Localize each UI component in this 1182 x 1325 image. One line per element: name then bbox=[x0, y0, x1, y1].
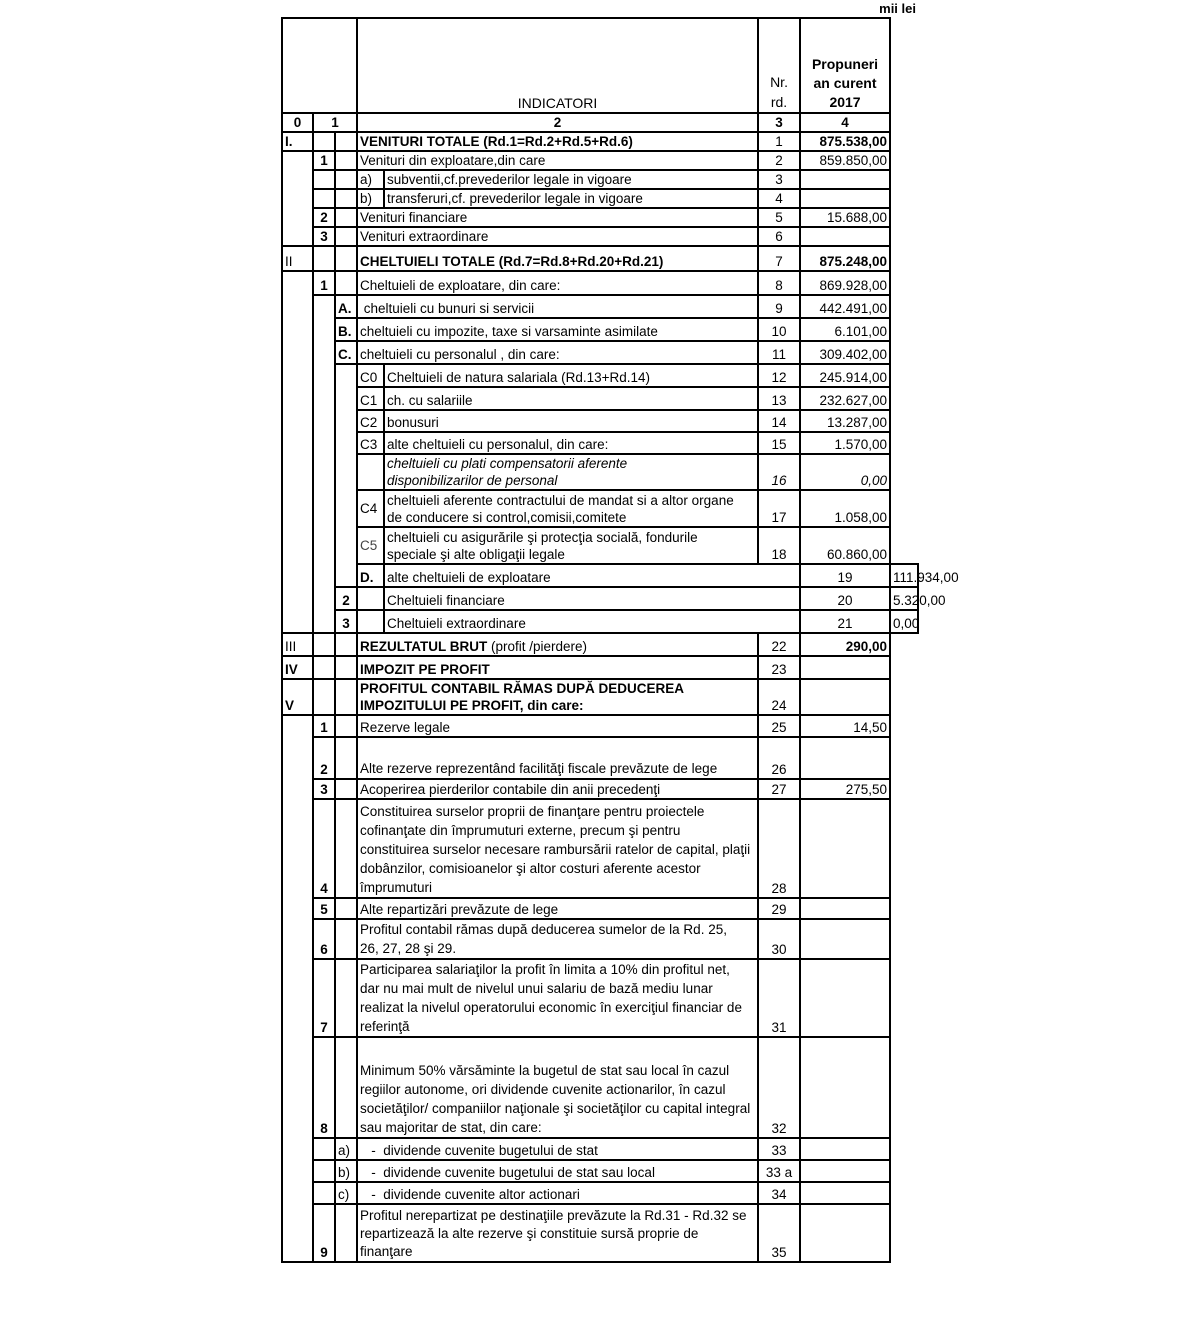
row-number: 33 bbox=[758, 1138, 800, 1160]
row-number: 3 bbox=[758, 170, 800, 189]
row-number: 23 bbox=[758, 656, 800, 679]
section-label: I. bbox=[282, 132, 313, 151]
row-number: 17 bbox=[758, 490, 800, 527]
row-value: 14,50 bbox=[800, 715, 890, 737]
indicator-text: cheltuieli cu impozite, taxe si varsaminte asimilate bbox=[357, 318, 758, 341]
code-label bbox=[357, 454, 384, 490]
table-row bbox=[282, 1182, 918, 1204]
letter-label: A. bbox=[335, 295, 357, 318]
row-number: 35 bbox=[758, 1204, 800, 1262]
row-value: 111.934,00 bbox=[890, 564, 918, 587]
table-row bbox=[282, 387, 918, 410]
row-number: 14 bbox=[758, 410, 800, 432]
table-row bbox=[282, 208, 918, 227]
table-row bbox=[282, 151, 918, 170]
indicator-text: alte cheltuieli de exploatare bbox=[384, 564, 800, 587]
row-number: 19 bbox=[800, 564, 890, 587]
table-row bbox=[282, 610, 918, 633]
indicator-text: CHELTUIELI TOTALE (Rd.7=Rd.8+Rd.20+Rd.21) bbox=[357, 246, 758, 271]
table-row bbox=[282, 490, 918, 527]
indicator-text: Acoperirea pierderilor contabile din anii precedenţi bbox=[357, 779, 758, 799]
sub-label: 2 bbox=[313, 208, 335, 227]
row-number: 18 bbox=[758, 527, 800, 564]
row-number: 1 bbox=[758, 132, 800, 151]
row-number: 11 bbox=[758, 341, 800, 364]
row-value bbox=[800, 898, 890, 919]
column-number: 1 bbox=[313, 113, 357, 132]
table-row bbox=[282, 227, 918, 246]
code-label: C3 bbox=[357, 432, 384, 454]
code-label: C4 bbox=[357, 490, 384, 527]
column-number: 4 bbox=[800, 113, 890, 132]
indicator-text: Minimum 50% vărsăminte la bugetul de stat sau local în cazul regiilor autonome, ori dividende cuvenite actionarilor, în cazul societăţilor/ companiilor naţionale şi societăţilor cu capital integral sau majoritar de stat, din care: bbox=[357, 1037, 758, 1138]
row-value: 1.570,00 bbox=[800, 432, 890, 454]
row-number: 25 bbox=[758, 715, 800, 737]
indicator-text: Participarea salariaţilor la profit în limita a 10% din profitul net, dar nu mai mult de nivelul unui salariu de bază mediu lunar realizat la nivelul operatorului economic în exerciţiul financiar de referinţă bbox=[357, 959, 758, 1037]
indicator-text: - dividende cuvenite bugetului de stat sau local bbox=[357, 1160, 758, 1182]
row-value: 309.402,00 bbox=[800, 341, 890, 364]
table-row bbox=[282, 1138, 918, 1160]
table-row bbox=[282, 1160, 918, 1182]
sub-label: 2 bbox=[313, 737, 335, 779]
table-row bbox=[282, 170, 918, 189]
row-value: 60.860,00 bbox=[800, 527, 890, 564]
indicator-text: Alte repartizări prevăzute de lege bbox=[357, 898, 758, 919]
row-value: 442.491,00 bbox=[800, 295, 890, 318]
table-row bbox=[282, 432, 918, 454]
row-value: 13.287,00 bbox=[800, 410, 890, 432]
row-value: 275,50 bbox=[800, 779, 890, 799]
table-row bbox=[282, 799, 918, 898]
header-nr-rd: Nr. rd. bbox=[758, 18, 800, 113]
indicator-text: Rezerve legale bbox=[357, 715, 758, 737]
row-number: 2 bbox=[758, 151, 800, 170]
letter-label: c) bbox=[335, 1182, 357, 1204]
table-header-row bbox=[282, 18, 918, 113]
section-label: III bbox=[282, 633, 313, 656]
table-row bbox=[282, 364, 918, 387]
row-value bbox=[800, 227, 890, 246]
indicator-text: - dividende cuvenite bugetului de stat bbox=[357, 1138, 758, 1160]
row-value bbox=[800, 189, 890, 208]
row-number: 5 bbox=[758, 208, 800, 227]
table-row bbox=[282, 898, 918, 919]
row-number: 28 bbox=[758, 799, 800, 898]
indicator-text: Profitul nerepartizat pe destinaţiile prevăzute la Rd.31 - Rd.32 se repartizează la alte rezerve şi constituie sursă proprie de finanţare bbox=[357, 1204, 758, 1262]
row-value bbox=[800, 919, 890, 959]
indicator-text: Cheltuieli financiare bbox=[384, 587, 800, 610]
indicator-text: Constituirea surselor proprii de finanţare pentru proiectele cofinanţate din împrumuturi externe, precum şi pentru constituirea surselor necesare rambursării ratelor de capital, plaţii dobânzilor, comisioanelor şi altor costuri aferente acestor împrumuturi bbox=[357, 799, 758, 898]
row-value: 0,00 bbox=[890, 610, 918, 633]
sub-label: 6 bbox=[313, 919, 335, 959]
indicator-text: transferuri,cf. prevederilor legale in vigoare bbox=[384, 189, 758, 208]
unit-label: mii lei bbox=[879, 1, 916, 16]
row-number: 34 bbox=[758, 1182, 800, 1204]
row-number: 12 bbox=[758, 364, 800, 387]
indicator-text bbox=[357, 633, 758, 656]
indicator-text: VENITURI TOTALE (Rd.1=Rd.2+Rd.5+Rd.6) bbox=[357, 132, 758, 151]
row-value bbox=[800, 1037, 890, 1138]
row-value bbox=[800, 1138, 890, 1160]
table-row bbox=[282, 410, 918, 432]
sub-label: 3 bbox=[313, 227, 335, 246]
indicator-text: subventii,cf.prevederilor legale in vigoare bbox=[384, 170, 758, 189]
row-value bbox=[800, 959, 890, 1037]
section-label: V bbox=[282, 679, 313, 715]
row-number: 30 bbox=[758, 919, 800, 959]
code-label: C0 bbox=[357, 364, 384, 387]
indicator-text: cheltuieli cu bunuri si servicii bbox=[357, 295, 758, 318]
row-value bbox=[800, 737, 890, 779]
row-value: 5.320,00 bbox=[890, 587, 918, 610]
row-value: 6.101,00 bbox=[800, 318, 890, 341]
table-row bbox=[282, 271, 918, 295]
row-number: 16 bbox=[758, 454, 800, 490]
table-row bbox=[282, 246, 918, 271]
indicator-text: cheltuieli cu asigurările şi protecţia socială, fondurile speciale şi alte obligaţii legale bbox=[384, 527, 758, 564]
table-row bbox=[282, 527, 918, 564]
indicator-text: Cheltuieli de exploatare, din care: bbox=[357, 271, 758, 295]
table-row bbox=[282, 189, 918, 208]
row-number: 20 bbox=[800, 587, 890, 610]
indicator-text: Venituri financiare bbox=[357, 208, 758, 227]
row-number: 8 bbox=[758, 271, 800, 295]
letter-label: B. bbox=[335, 318, 357, 341]
section-label: IV bbox=[282, 656, 313, 679]
table-row bbox=[282, 959, 918, 1037]
table-row bbox=[282, 679, 918, 715]
row-value: 869.928,00 bbox=[800, 271, 890, 295]
sub-label: 9 bbox=[313, 1204, 335, 1262]
row-number: 10 bbox=[758, 318, 800, 341]
sub-label: 1 bbox=[313, 151, 335, 170]
sub-label: 7 bbox=[313, 959, 335, 1037]
indicator-text: ch. cu salariile bbox=[384, 387, 758, 410]
table-row bbox=[282, 295, 918, 318]
table-row bbox=[282, 1037, 918, 1138]
sub-label: 8 bbox=[313, 1037, 335, 1138]
row-value bbox=[800, 170, 890, 189]
row-value bbox=[800, 1182, 890, 1204]
sub-label: 1 bbox=[313, 715, 335, 737]
row-value: 0,00 bbox=[800, 454, 890, 490]
row-number: 29 bbox=[758, 898, 800, 919]
indicator-text-bold: REZULTATUL BRUT bbox=[360, 639, 488, 654]
indicator-text: - dividende cuvenite altor actionari bbox=[357, 1182, 758, 1204]
letter-label: C. bbox=[335, 341, 357, 364]
row-value: 15.688,00 bbox=[800, 208, 890, 227]
section-label: II bbox=[282, 246, 313, 271]
row-value: 245.914,00 bbox=[800, 364, 890, 387]
table-row bbox=[282, 633, 918, 656]
code-label: C5 bbox=[357, 527, 384, 564]
row-value: 290,00 bbox=[800, 633, 890, 656]
row-value bbox=[800, 1160, 890, 1182]
table-row bbox=[282, 132, 918, 151]
sub-label: 5 bbox=[313, 898, 335, 919]
row-value: 1.058,00 bbox=[800, 490, 890, 527]
sub-label: 3 bbox=[335, 610, 357, 633]
column-number-row bbox=[282, 113, 918, 132]
column-number: 0 bbox=[282, 113, 313, 132]
row-number: 27 bbox=[758, 779, 800, 799]
row-number: 26 bbox=[758, 737, 800, 779]
sub-label: 1 bbox=[313, 271, 335, 295]
row-number: 7 bbox=[758, 246, 800, 271]
indicator-text: cheltuieli cu personalul , din care: bbox=[357, 341, 758, 364]
indicator-text: IMPOZIT PE PROFIT bbox=[357, 656, 758, 679]
table-row bbox=[282, 919, 918, 959]
code-label: a) bbox=[357, 170, 384, 189]
row-number: 31 bbox=[758, 959, 800, 1037]
row-value: 875.248,00 bbox=[800, 246, 890, 271]
row-number: 4 bbox=[758, 189, 800, 208]
row-number: 21 bbox=[800, 610, 890, 633]
column-number: 2 bbox=[357, 113, 758, 132]
code-label: C1 bbox=[357, 387, 384, 410]
indicator-text: alte cheltuieli cu personalul, din care: bbox=[384, 432, 758, 454]
row-number: 32 bbox=[758, 1037, 800, 1138]
sub-label: 4 bbox=[313, 799, 335, 898]
table-row bbox=[282, 779, 918, 799]
indicator-text: Alte rezerve reprezentând facilităţi fiscale prevăzute de lege bbox=[357, 737, 758, 779]
letter-label: a) bbox=[335, 1138, 357, 1160]
table-row bbox=[282, 1204, 918, 1262]
header-blank-cell bbox=[282, 18, 357, 113]
column-number: 3 bbox=[758, 113, 800, 132]
table-row bbox=[282, 737, 918, 779]
indicator-text: Venituri din exploatare,din care bbox=[357, 151, 758, 170]
header-indicatori: INDICATORI bbox=[357, 18, 758, 113]
code-label: C2 bbox=[357, 410, 384, 432]
indicator-text: Venituri extraordinare bbox=[357, 227, 758, 246]
row-number: 33 a bbox=[758, 1160, 800, 1182]
indicator-text-rest: (profit /pierdere) bbox=[487, 639, 588, 654]
table-row bbox=[282, 564, 918, 587]
row-number: 22 bbox=[758, 633, 800, 656]
table-row bbox=[282, 656, 918, 679]
indicator-text: PROFITUL CONTABIL RĂMAS DUPĂ DEDUCEREA IMPOZITULUI PE PROFIT, din care: bbox=[357, 679, 758, 715]
row-number: 24 bbox=[758, 679, 800, 715]
header-propuneri: Propuneri an curent 2017 bbox=[800, 18, 890, 113]
row-value: 232.627,00 bbox=[800, 387, 890, 410]
row-value bbox=[800, 1204, 890, 1262]
row-number: 13 bbox=[758, 387, 800, 410]
indicator-text: Profitul contabil rămas după deducerea sumelor de la Rd. 25, 26, 27, 28 şi 29. bbox=[357, 919, 758, 959]
row-value: 875.538,00 bbox=[800, 132, 890, 151]
indicator-text: cheltuieli cu plati compensatorii aferente disponibilizarilor de personal bbox=[384, 454, 758, 490]
indicator-text: cheltuieli aferente contractului de mandat si a altor organe de conducere si control,comisii,comitete bbox=[384, 490, 758, 527]
row-number: 6 bbox=[758, 227, 800, 246]
row-value bbox=[800, 656, 890, 679]
letter-label: D. bbox=[357, 564, 384, 587]
row-value bbox=[800, 799, 890, 898]
budget-indicators-table bbox=[281, 17, 959, 1263]
table-row bbox=[282, 341, 918, 364]
sub-label: 3 bbox=[313, 779, 335, 799]
indicator-text: bonusuri bbox=[384, 410, 758, 432]
table-row bbox=[282, 715, 918, 737]
row-value: 859.850,00 bbox=[800, 151, 890, 170]
table-row bbox=[282, 318, 918, 341]
code-label: b) bbox=[357, 189, 384, 208]
row-value bbox=[800, 679, 890, 715]
indicator-text: Cheltuieli de natura salariala (Rd.13+Rd.14) bbox=[384, 364, 758, 387]
table-row bbox=[282, 587, 918, 610]
sub-label: 2 bbox=[335, 587, 357, 610]
table-row bbox=[282, 454, 918, 490]
row-number: 15 bbox=[758, 432, 800, 454]
indicator-text: Cheltuieli extraordinare bbox=[384, 610, 800, 633]
letter-label: b) bbox=[335, 1160, 357, 1182]
row-number: 9 bbox=[758, 295, 800, 318]
